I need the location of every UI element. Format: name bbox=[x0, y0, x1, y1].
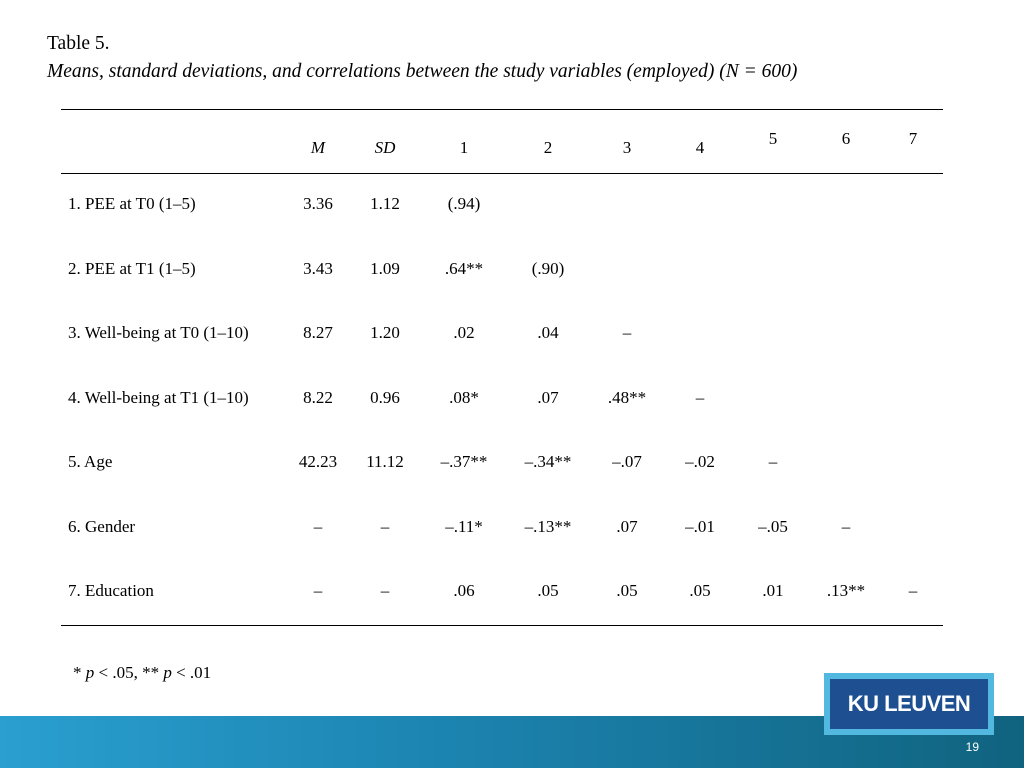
table-cell: 11.12 bbox=[366, 452, 404, 471]
table-cell: –.02 bbox=[685, 452, 715, 471]
table-cell: .48** bbox=[607, 387, 647, 407]
table-cell: –.34** bbox=[524, 452, 572, 471]
table-cell: .04 bbox=[537, 323, 559, 342]
table-header-rule bbox=[61, 173, 943, 174]
column-header: 6 bbox=[841, 129, 851, 148]
column-header: 4 bbox=[695, 138, 705, 157]
column-header: 1 bbox=[459, 138, 469, 157]
table-caption: Means, standard deviations, and correlations between the study variables (employed) (N = 600) bbox=[47, 61, 798, 82]
table-cell: .05 bbox=[537, 581, 559, 600]
table-cell: 0.96 bbox=[370, 387, 400, 407]
table-cell: .06 bbox=[453, 581, 475, 600]
slide-title bbox=[47, 30, 797, 86]
column-header: 7 bbox=[908, 129, 918, 148]
table-cell: –.13** bbox=[524, 516, 572, 536]
table-cell: 1.20 bbox=[370, 323, 400, 342]
column-header: SD bbox=[374, 138, 396, 157]
table-cell: –.37** bbox=[440, 452, 488, 471]
table-top-rule bbox=[61, 109, 943, 110]
table-cell: .13** bbox=[826, 581, 866, 600]
table-cell: .64** bbox=[444, 258, 484, 278]
table-cell: .05 bbox=[616, 581, 638, 600]
table-cell: 1.12 bbox=[370, 194, 400, 213]
table-cell: – bbox=[380, 581, 390, 600]
row-label: 7. Education bbox=[68, 581, 154, 600]
table-cell: .01 bbox=[762, 581, 784, 600]
table-cell: – bbox=[622, 323, 632, 342]
row-label: 4. Well-being at T1 (1–10) bbox=[68, 387, 249, 407]
column-header: M bbox=[310, 138, 326, 157]
page-number: 19 bbox=[965, 740, 979, 754]
table-cell: 42.23 bbox=[298, 452, 338, 471]
table-cell: – bbox=[380, 516, 390, 536]
table-cell: – bbox=[313, 516, 323, 536]
table-cell: .05 bbox=[689, 581, 711, 600]
ku-leuven-logo bbox=[824, 673, 994, 735]
table-cell: .07 bbox=[537, 387, 559, 407]
row-label: 2. PEE at T1 (1–5) bbox=[68, 258, 196, 278]
table-cell: – bbox=[908, 581, 918, 600]
table-cell: 8.27 bbox=[303, 323, 333, 342]
logo-text: KU LEUVEN bbox=[847, 691, 971, 716]
row-label: 3. Well-being at T0 (1–10) bbox=[68, 323, 249, 342]
table-cell: (.94) bbox=[447, 194, 481, 213]
table-label: Table 5. bbox=[47, 33, 110, 54]
table-cell: –.11* bbox=[445, 516, 483, 536]
table-cell: 1.09 bbox=[370, 258, 400, 278]
table-cell: –.07 bbox=[612, 452, 642, 471]
table-cell: – bbox=[841, 516, 851, 536]
table-cell: – bbox=[768, 452, 778, 471]
table-cell: –.01 bbox=[685, 516, 715, 536]
row-label: 1. PEE at T0 (1–5) bbox=[68, 194, 196, 213]
table-cell: – bbox=[695, 387, 705, 407]
table-cell: .07 bbox=[616, 516, 638, 536]
row-label: 5. Age bbox=[68, 452, 113, 471]
row-label: 6. Gender bbox=[68, 516, 136, 536]
significance-note: * p < .05, ** p < .01 bbox=[73, 663, 212, 682]
table-cell: .08* bbox=[449, 387, 479, 407]
table-cell: 3.43 bbox=[303, 258, 333, 278]
table-cell: 3.36 bbox=[303, 194, 333, 213]
table-cell: (.90) bbox=[531, 258, 565, 278]
table-bottom-rule bbox=[61, 625, 943, 626]
table-cell: .02 bbox=[453, 323, 475, 342]
column-header: 3 bbox=[622, 138, 632, 157]
table-cell: –.05 bbox=[758, 516, 788, 536]
table-cell: 8.22 bbox=[303, 387, 333, 407]
column-header: 5 bbox=[768, 129, 778, 148]
table-cell: – bbox=[313, 581, 323, 600]
column-header: 2 bbox=[543, 138, 553, 157]
